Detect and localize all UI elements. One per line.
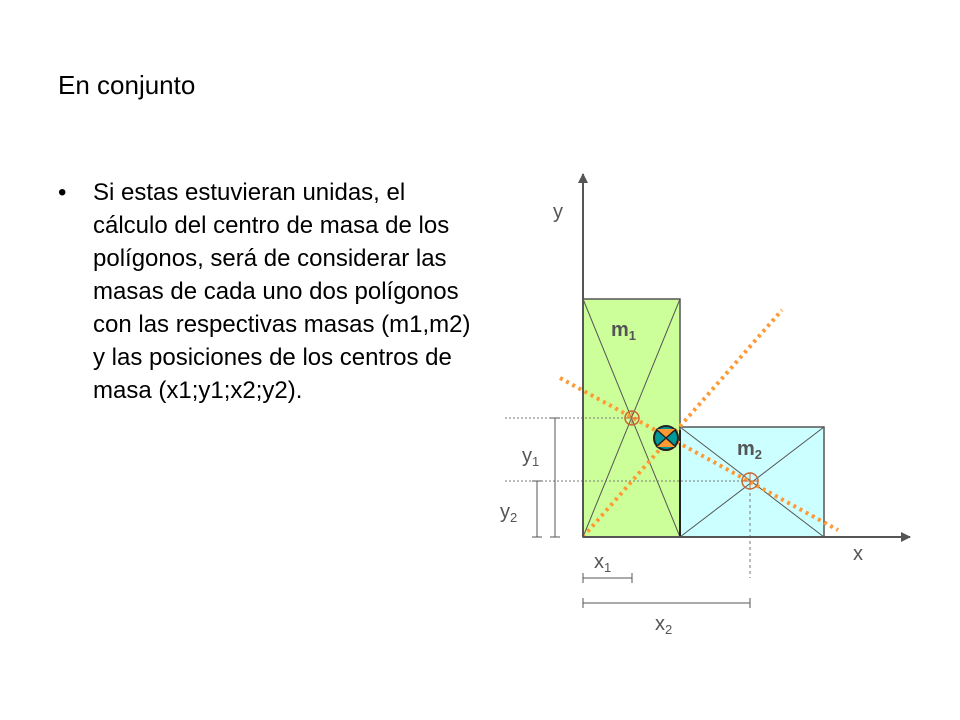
bullet-text: Si estas estuvieran unidas, el cálculo del centro de masa de los polígonos, será de considerar las masas de cada uno dos polígonos con las respectivas masas (m1,m2) y las posiciones de los centros de masa (x1;y1;x2;y2).	[93, 179, 471, 404]
bullet-point-icon: •	[58, 179, 67, 206]
x2-dimension	[583, 598, 750, 608]
combined-center-of-mass-icon	[654, 426, 678, 450]
y1-dimension	[550, 418, 560, 537]
x-axis-label: x	[853, 543, 863, 565]
y1-label: $y_1$	[522, 445, 540, 469]
x1-label: $x_1$	[594, 551, 612, 575]
y2-dimension	[532, 481, 542, 537]
slide-title: En conjunto	[58, 70, 196, 100]
mass-2-label: $m_2$	[737, 438, 763, 462]
y2-label: $y_2$	[500, 501, 518, 525]
mass-1-label: $m_1$	[611, 319, 637, 343]
y-axis-label: y	[553, 201, 563, 223]
centroid-1-marker	[625, 411, 639, 425]
centroid-2-marker	[742, 473, 758, 489]
x2-label: $x_2$	[655, 613, 673, 637]
